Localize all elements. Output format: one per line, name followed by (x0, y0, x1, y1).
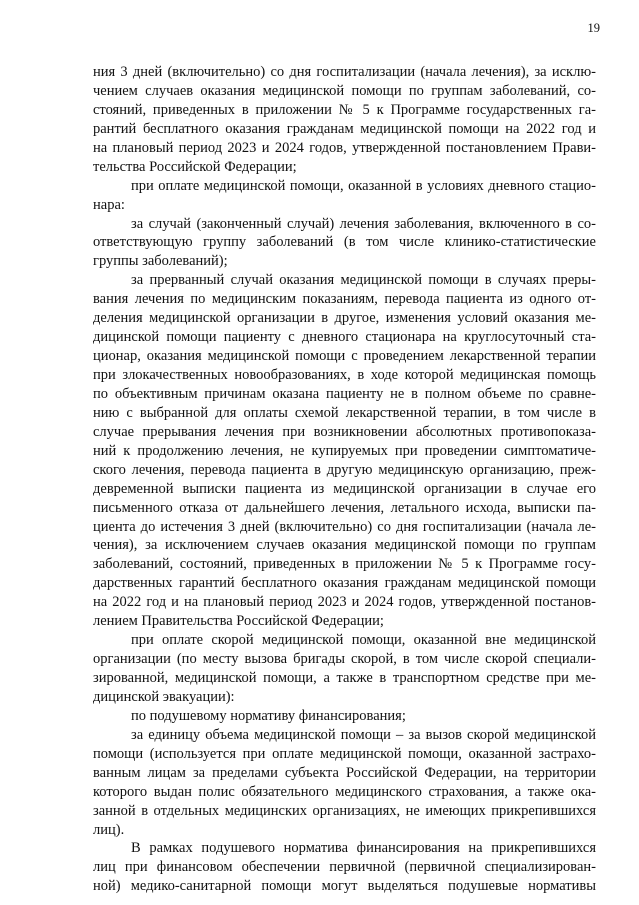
text-line: девременной выписки пациента из медицинской организации в случае его (93, 480, 596, 497)
text-line: зированной, медицинской помощи, а также в транспортном средстве при ме- (93, 670, 596, 686)
text-line: на 2022 год и на плановый период 2023 и 2024 годов, утвержденной постанов- (93, 594, 596, 611)
text-line: В рамках подушевого норматива финансирования на прикрепившихся (131, 840, 596, 857)
text-line: ского лечения, перевода пациента в другую медицинскую организацию, преж- (93, 461, 596, 478)
text-line: лением Правительства Российской Федерации; (93, 613, 384, 630)
text-line: деления медицинской организации в другое, изменения условий оказания ме- (93, 310, 596, 327)
text-line: случае прерывания лечения при возникновении абсолютных противопоказа- (93, 423, 596, 440)
text-line: нара: (93, 196, 125, 213)
text-line: за случай (законченный случай) лечения заболевания, включенного в со- (131, 215, 596, 232)
text-line: на плановый период 2023 и 2024 годов, утвержденной постановлением Прави- (93, 139, 596, 156)
text-line: ной) медико-санитарной помощи могут выделяться подушевые нормативы (93, 878, 596, 895)
text-line: ний к продолжению лечения, не купируемых при проведении симптоматиче- (93, 442, 596, 459)
text-line: чением случаев оказания медицинской помощи по группам заболеваний, со- (93, 82, 596, 99)
text-line: ционар, оказания медицинской помощи с проведением лекарственной терапии (93, 348, 596, 365)
text-line: лиц). (93, 821, 125, 838)
text-line: помощи (используется при оплате медицинской помощи, оказанной застрахо- (93, 745, 596, 762)
text-line: занной в отдельных медицинских организациях, не имеющих прикрепившихся (93, 802, 596, 819)
text-line: которого выдан полис обязательного медицинского страхования, а также ока- (93, 783, 596, 800)
text-line: лиц при финансовом обеспечении первичной (первичной специализирован- (93, 859, 596, 876)
text-line: при оплате скорой медицинской помощи, оказанной вне медицинской (131, 632, 596, 649)
text-line: по подушевому нормативу финансирования; (131, 707, 406, 724)
text-line: чения), за исключением случаев оказания медицинской помощи по группам (93, 537, 596, 554)
text-line: дицинской эвакуации): (93, 688, 235, 705)
text-line: письменного отказа от дальнейшего лечения, летального исхода, выписки па- (93, 499, 596, 516)
text-line: за прерванный случай оказания медицинской помощи в случаях преры- (131, 272, 596, 289)
text-line: по объективным причинам оказана пациенту не в полном объеме по сравне- (93, 385, 596, 402)
text-line: стояний, приведенных в приложении № 5 к Программе государственных га- (93, 101, 596, 118)
text-line: рантий бесплатного оказания гражданам медицинской помощи на 2022 год и (93, 120, 596, 137)
text-line: дарственных гарантий бесплатного оказания гражданам медицинской помощи (93, 575, 596, 592)
text-line: вания лечения по медицинским показаниям, перевода пациента из одного от- (93, 291, 596, 308)
text-line: группы заболеваний); (93, 253, 228, 270)
text-line: при злокачественных новообразованиях, в ходе которой медицинская помощь (93, 367, 596, 383)
text-line: организации (по месту вызова бригады скорой, в том числе скорой специали- (93, 651, 596, 668)
text-line: ванным лицам за пределами субъекта Российской Федерации, на территории (93, 764, 596, 781)
text-line: ответствующую группу заболеваний (в том числе клинико-статистические (93, 234, 596, 251)
text-line: дицинской помощи пациенту с дневного стационара на круглосуточный ста- (93, 329, 596, 346)
page-number: 19 (587, 21, 600, 35)
text-line: нию с выбранной для оплаты схемой лекарственной терапии, в том числе в (93, 404, 596, 421)
text-line: циента до истечения 3 дней (включительно) со дня госпитализации (начала ле- (93, 518, 596, 535)
text-line: ния 3 дней (включительно) со дня госпитализации (начала лечения), за исклю- (93, 64, 596, 80)
document-body (93, 63, 596, 896)
text-line: при оплате медицинской помощи, оказанной в условиях дневного стацио- (131, 177, 596, 194)
text-line: заболеваний, состояний, приведенных в приложении № 5 к Программе госу- (93, 556, 596, 573)
text-line: за единицу объема медицинской помощи – за вызов скорой медицинской (131, 726, 596, 743)
text-line: тельства Российской Федерации; (93, 158, 297, 175)
